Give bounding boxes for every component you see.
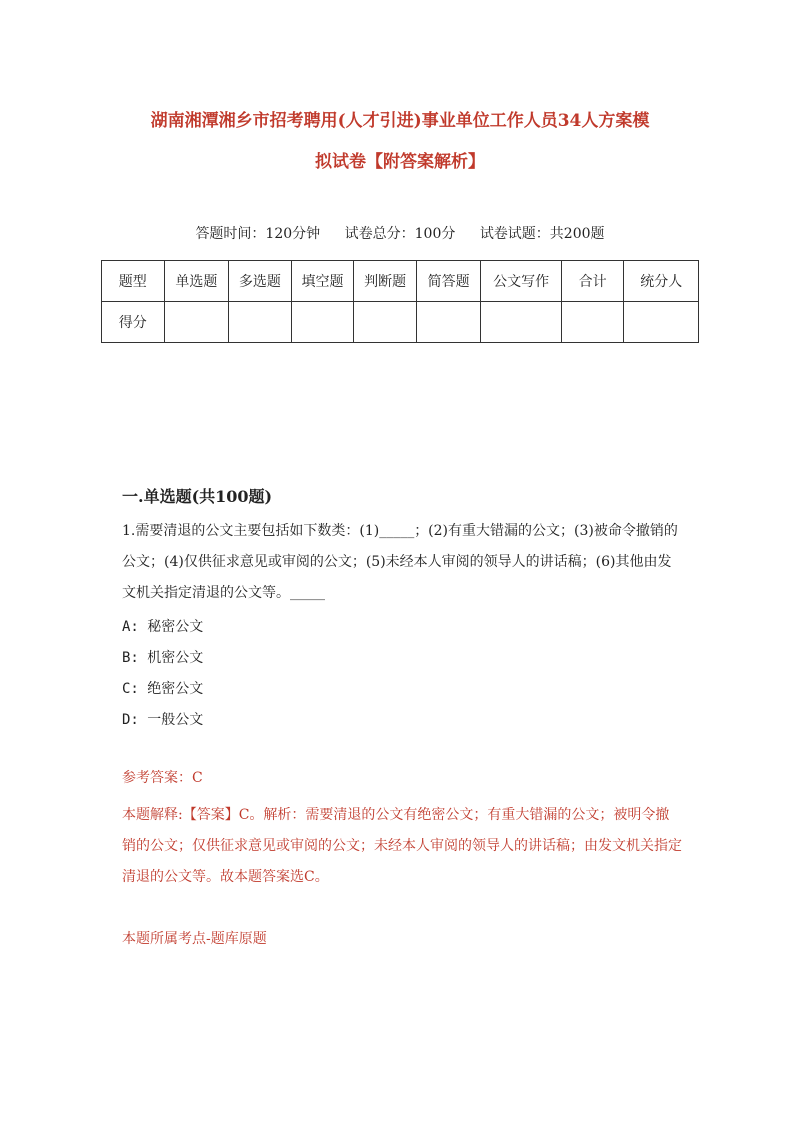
score-cell [624,302,699,343]
score-header-writing: 公文写作 [481,261,561,302]
score-header-single: 单选题 [164,261,229,302]
exam-time: 答题时间：120分钟 [195,226,321,242]
score-header-fill: 填空题 [291,261,354,302]
question-text: 1.需要清退的公文主要包括如下数类：(1)_____；(2)有重大错漏的公文；(3)被命令撤销的公文；(4)仅供征求意见或审阅的公文；(5)未经本人审阅的领导人的讲话稿；(6)其他由发文机关指定清退的公文等。_____ [122,523,678,601]
exam-meta [100,223,700,243]
score-header-multi: 多选题 [229,261,292,302]
score-header-grader: 统分人 [624,261,699,302]
options-list [122,612,203,736]
score-table [101,260,699,343]
answer-explanation: 本题解释:【答案】C。解析：需要清退的公文有绝密公文；有重大错漏的公文；被明令撤销的公文；仅供征求意见或审阅的公文；未经本人审阅的领导人的讲话稿；由发文机关指定清退的公文等。故本题答案选C。 [122,807,682,885]
page-title-line1: 湖南湘潭湘乡市招考聘用(人才引进)事业单位工作人员34人方案模 [150,111,650,131]
option-d[interactable] [122,705,203,736]
score-table-header-row [102,261,699,302]
score-cell [354,302,417,343]
score-header-total: 合计 [561,261,624,302]
score-header-judge: 判断题 [354,261,417,302]
score-cell [229,302,292,343]
score-header-type: 题型 [102,261,165,302]
exam-total-score: 试卷总分：100分 [344,226,456,242]
option-text: 绝密公文 [147,681,204,697]
score-header-short: 简答题 [416,261,481,302]
option-a[interactable] [122,612,203,643]
option-key: A: [122,619,139,635]
option-text: 秘密公文 [147,619,204,635]
option-text: 机密公文 [147,650,204,666]
section-title: 一.单选题(共100题) [122,487,273,506]
question-topic: 本题所属考点-题库原题 [122,931,267,947]
score-row-label: 得分 [102,302,165,343]
option-b[interactable] [122,643,203,674]
score-table-score-row [102,302,699,343]
reference-answer: 参考答案：C [122,770,203,786]
page-title-line2: 拟试卷【附答案解析】 [315,152,485,172]
score-cell [561,302,624,343]
option-c[interactable] [122,674,203,705]
score-cell [481,302,561,343]
option-key: B: [122,650,139,666]
option-text: 一般公文 [147,712,204,728]
option-key: C: [122,681,139,697]
score-cell [416,302,481,343]
exam-question-count: 试卷试题：共200题 [479,226,605,242]
score-cell [291,302,354,343]
score-cell [164,302,229,343]
option-key: D: [122,712,139,728]
